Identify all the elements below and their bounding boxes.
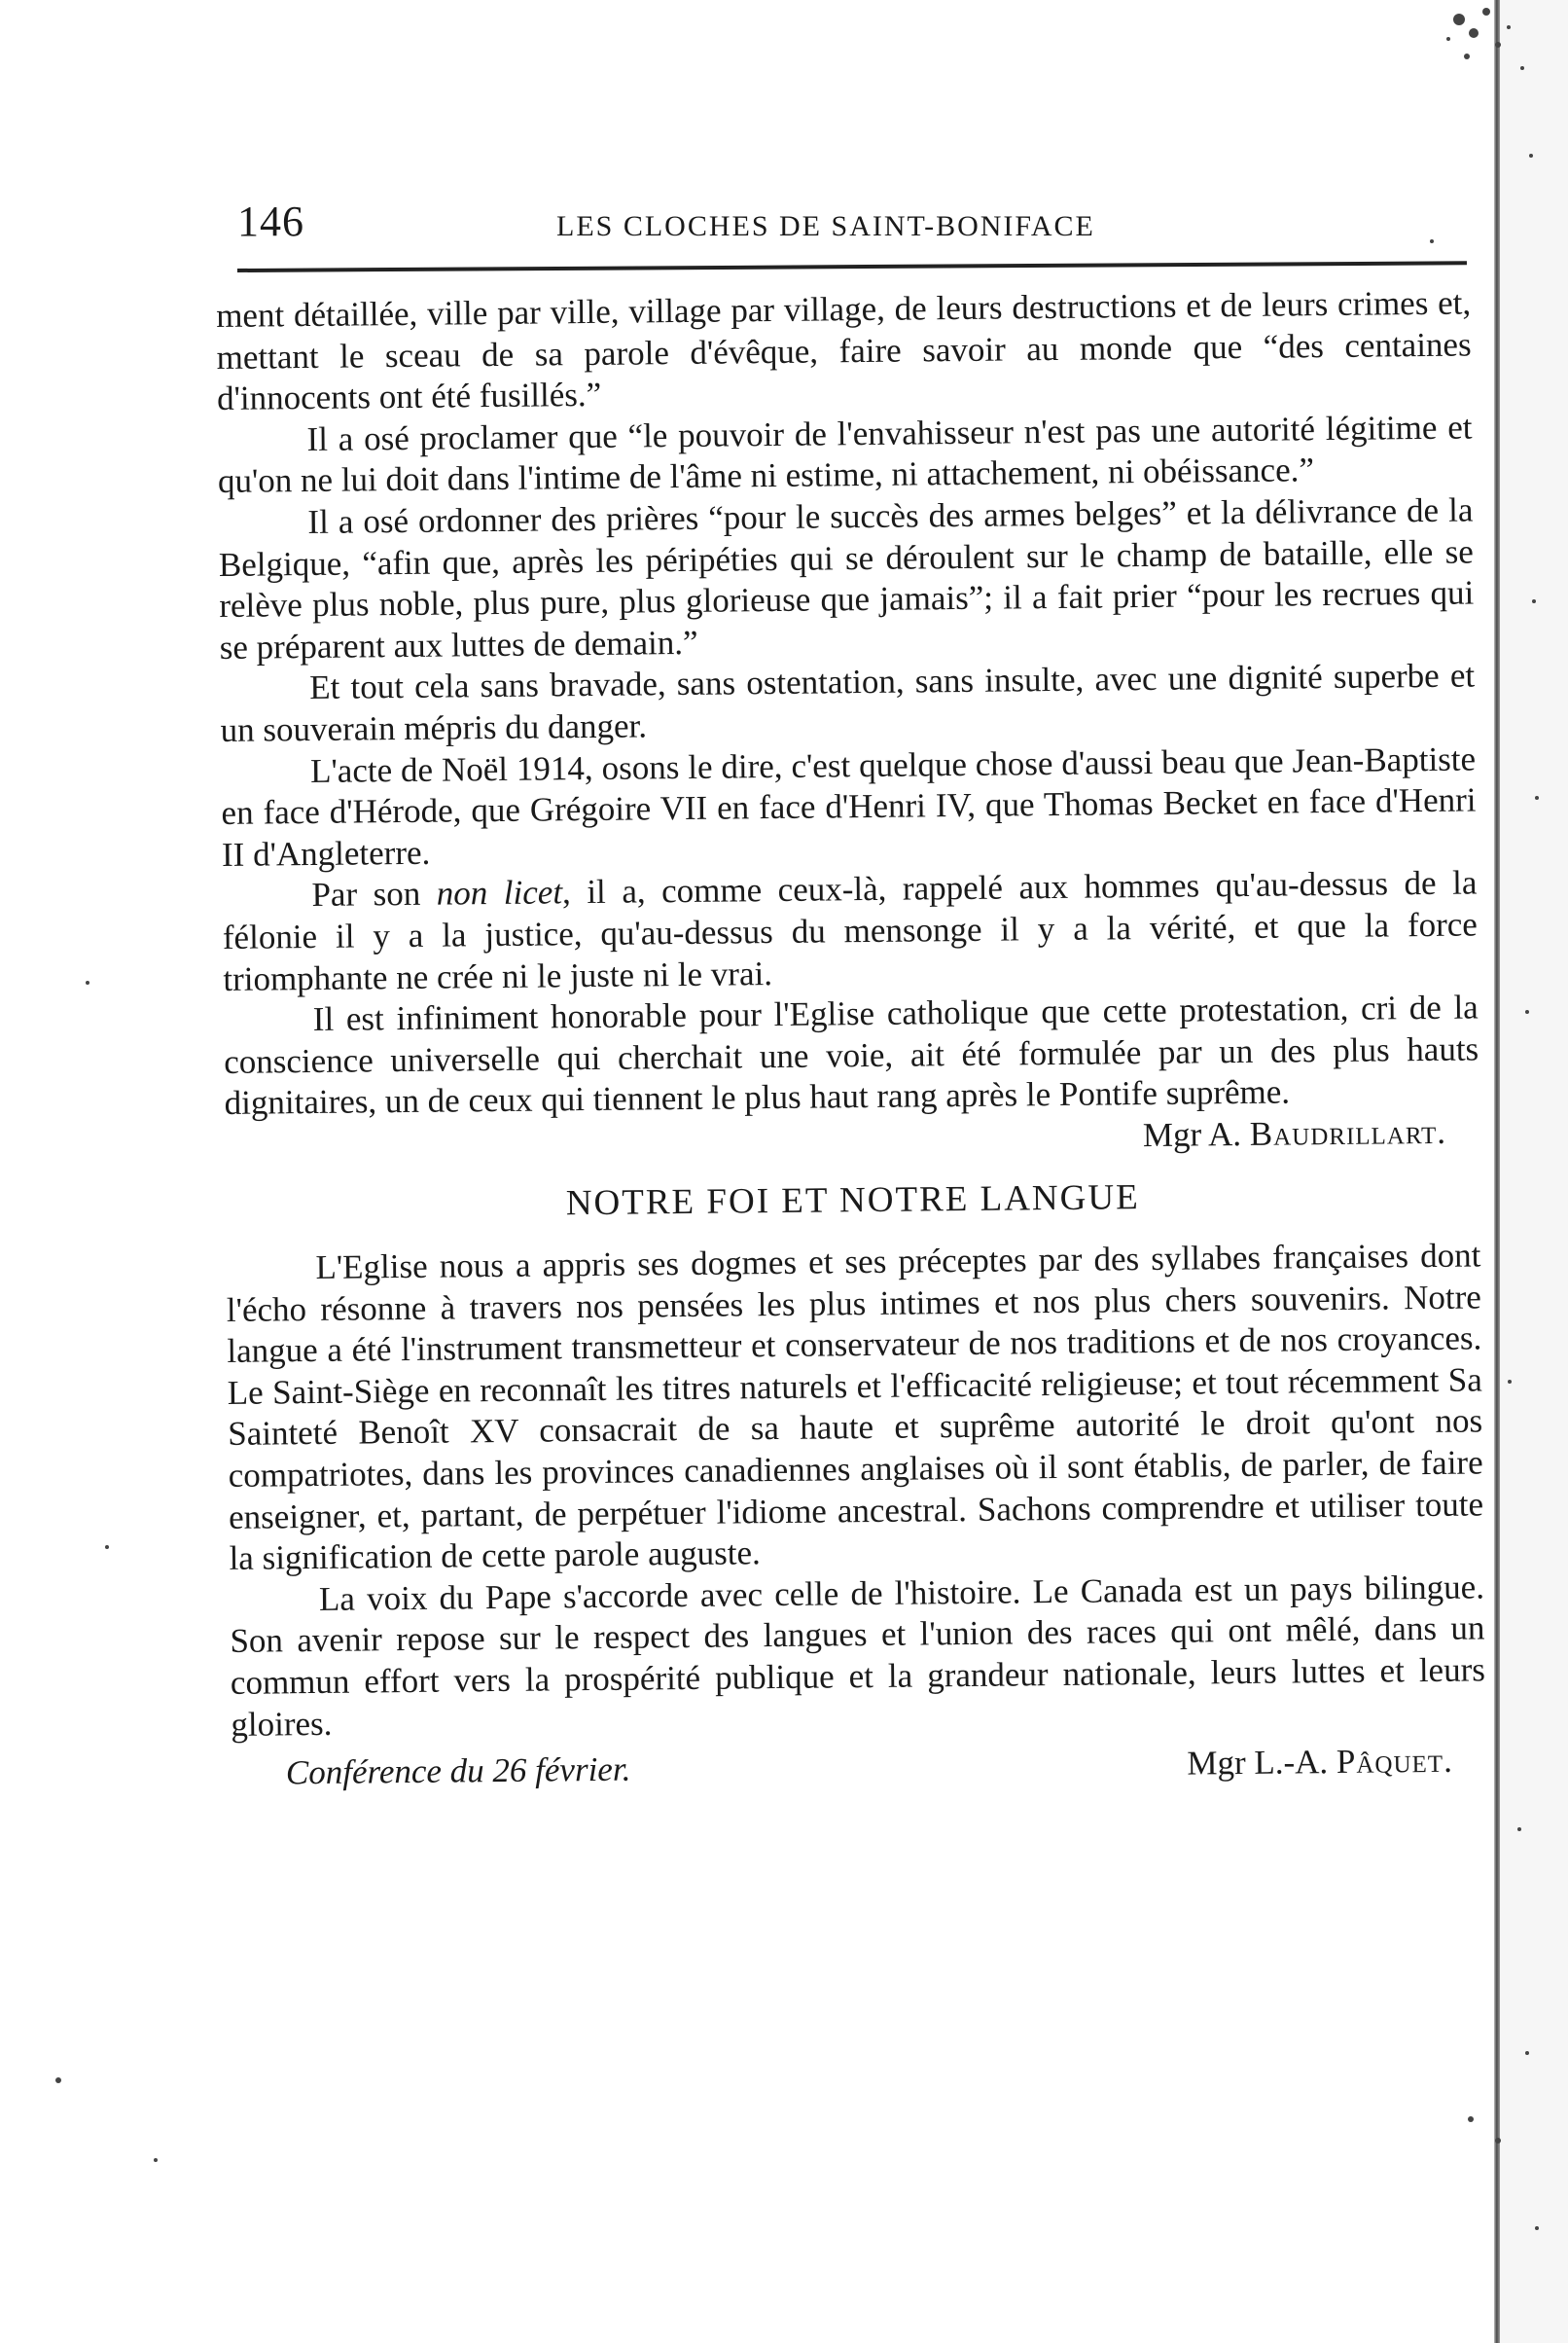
page-header bbox=[237, 197, 1463, 265]
paragraph: L'Eglise nous a appris ses dogmes et ses préceptes par des syllabes françaises dont l'écho résonne à travers nos pensées les plus intimes et nos plus chers souvenirs. Notre langue a été l'instrument transmetteur et conservateur de nos traditions et de nos croyances. Le Saint-Siège en reconnaît les titres naturels et l'efficacité religieuse; et tout récemment Sa Sainteté Benoît XV consacrait de sa haute et suprême autorité le droit qu'ont nos compatriotes, dans les provinces canadiennes anglaises où il sont établis, de parler, de faire enseigner, et, partant, de perpétuer l'idiome ancestral. Sachons comprendre et utiliser toute la signification de cette parole auguste. bbox=[226, 1236, 1484, 1578]
latin-phrase: non licet bbox=[436, 873, 563, 913]
paragraph: Il a osé proclamer que “le pouvoir de l'envahisseur n'est pas une autorité légitime et qu'on ne lui doit dans l'intime de l'âme ni estime, ni attachement, ni obéissance.” bbox=[217, 408, 1473, 501]
signature bbox=[1187, 1741, 1453, 1784]
paragraph: Il est infiniment honorable pour l'Eglise catholique que cette protestation, cri de la conscience universelle qui cherchait une voie, ait été formulée par un des plus hauts dignitaires, un de ceux qui tiennent le plus haut rang après le Pontife suprême. bbox=[224, 988, 1479, 1123]
paragraph: Il a osé ordonner des prières “pour le succès des armes belges” et la délivrance de la Belgique, “afin que, après les péripéties qui se déroulent sur le champ de bataille, elle se relève plus noble, plus pure, plus glorieuse que jamais”; il a fait prier “pour les recrues qui se préparent aux luttes de demain.” bbox=[218, 490, 1475, 667]
signature-title: Mgr L.-A. bbox=[1187, 1743, 1337, 1783]
page-margin bbox=[1500, 0, 1568, 2343]
conference-date: Conférence du 26 février. bbox=[285, 1749, 631, 1792]
section-title: NOTRE FOI ET NOTRE LANGUE bbox=[565, 1177, 1140, 1224]
page-body bbox=[216, 282, 1486, 1794]
page-fold-edge bbox=[1494, 0, 1500, 2343]
running-title: LES CLOCHES DE SAINT-BONIFACE bbox=[556, 210, 1095, 242]
signature-name: Pâquet. bbox=[1336, 1741, 1454, 1782]
paragraph: Et tout cela sans bravade, sans ostentation, sans insulte, avec une dignité superbe et un souverain mépris du danger. bbox=[220, 656, 1476, 749]
text-run: Par son bbox=[311, 874, 437, 915]
signature-name: Baudrillart. bbox=[1249, 1112, 1447, 1153]
paragraph: L'acte de Noël 1914, osons le dire, c'est quelque chose d'aussi beau que Jean-Baptiste en face d'Hérode, que Grégoire VII en face d'Henri IV, que Thomas Becket en face d'Henri II d'Angleterre. bbox=[221, 739, 1477, 874]
paragraph bbox=[222, 863, 1478, 1000]
page-number: 146 bbox=[237, 198, 304, 245]
paragraph: La voix du Pape s'accorde avec celle de l'histoire. Le Canada est un pays bilingue. Son avenir repose sur le respect des langues et l'union des races qui ont mêlé, dans un commun effort vers la prospérité publique et la grandeur nationale, leurs luttes et leurs gloires. bbox=[230, 1568, 1486, 1744]
text-run: , il a, comme ceux-là, rappelé aux hommes qu'au-dessus de la félonie il y a la justice, qu'au-dessus du mensonge il y a la vérité, et que la force triomphante ne crée ni le juste ni le vrai. bbox=[222, 863, 1479, 998]
signature-title: Mgr A. bbox=[1142, 1114, 1250, 1154]
paragraph: ment détaillée, ville par ville, village par village, de leurs destructions et de leurs crimes et, mettant le sceau de sa parole d'évêque, faire savoir au monde que “des centaines d'innocents ont été fusillés.” bbox=[216, 283, 1472, 418]
